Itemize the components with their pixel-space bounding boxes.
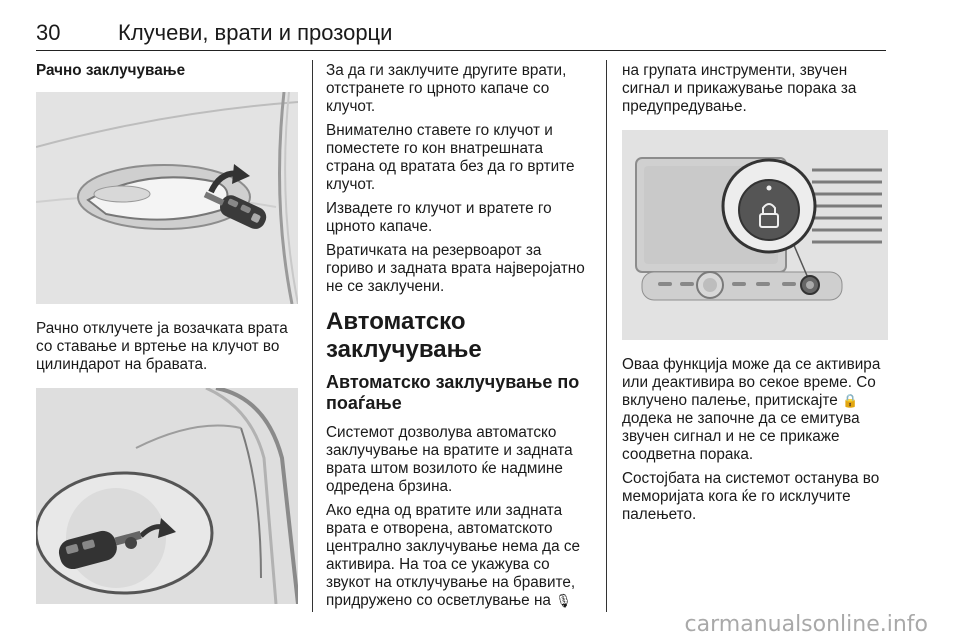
central-lock-button-illustration (622, 130, 888, 340)
manual-lock-caption: Рачно отклучете ја возачката врата со ставање и вртење на клучот во цилиндарот на бравата. (36, 320, 288, 373)
column-divider-1 (312, 60, 313, 612)
column-divider-2 (606, 60, 607, 612)
section-title-auto-lock: Автоматско заклучување (326, 308, 482, 363)
door-handle-key-illustration (36, 92, 298, 304)
door-open-warning-text: Ако една од вратите или задната врата е отворена, автоматското централно заклучување нема да се активира. На тоа се укажува со звукот на отклучување на бравите, придружено со осветлување на (326, 502, 580, 609)
central-lock-icon: 🔒 (841, 393, 859, 408)
page-number: 30 (36, 20, 61, 45)
toggle-text-before: Оваа функција може да се активира или деактивира во секое време. Со вклучено палење, притискајте (622, 356, 881, 409)
column-3 (622, 62, 888, 530)
warning-lamp-icon: 🎙 (555, 593, 572, 608)
paragraph-door-open-warning (326, 502, 590, 610)
paragraph-remove-key: Извадете го клучот и вратете го црното капаче. (326, 200, 552, 235)
column-1 (36, 62, 298, 604)
header-rule (36, 50, 886, 51)
paragraph-fuel-flap: Вратичката на резервоарот за гориво и задната врата најверојатно не се заклучени. (326, 242, 585, 295)
paragraph-auto-lock-speed: Системот дозволува автоматско заклучување на вратите и задната врата штом возилото ќе надмине одредена брзина. (326, 424, 573, 495)
paragraph-toggle-function (622, 356, 888, 464)
paragraph-insert-key: Внимателно ставете го клучот и поместете го кон внатрешната страна од вратата без да го вртите клучот. (326, 122, 575, 193)
column-2 (326, 62, 590, 616)
paragraph-memory-state: Состојбата на системот останува во меморијата кога ќе го исклучите палењето. (622, 470, 880, 523)
door-lock-cylinder-illustration (36, 388, 298, 604)
watermark: carmanualsonline.info (684, 612, 928, 637)
paragraph-instrument-cluster: на групата инструменти, звучен сигнал и прикажување порака за предупредување. (622, 62, 857, 115)
manual-lock-heading: Рачно заклучување (36, 62, 186, 79)
paragraph-remove-cap: За да ги заклучите другите врати, отстранете го црното капаче со клучот. (326, 62, 567, 115)
toggle-text-after: додека не започне да се емитува звучен сигнал и не се прикаже соодветна порака. (622, 410, 860, 463)
page-title: Клучеви, врати и прозорци (118, 20, 393, 45)
subsection-title-drive-away-lock: Автоматско заклучување по поаѓање (326, 372, 580, 413)
